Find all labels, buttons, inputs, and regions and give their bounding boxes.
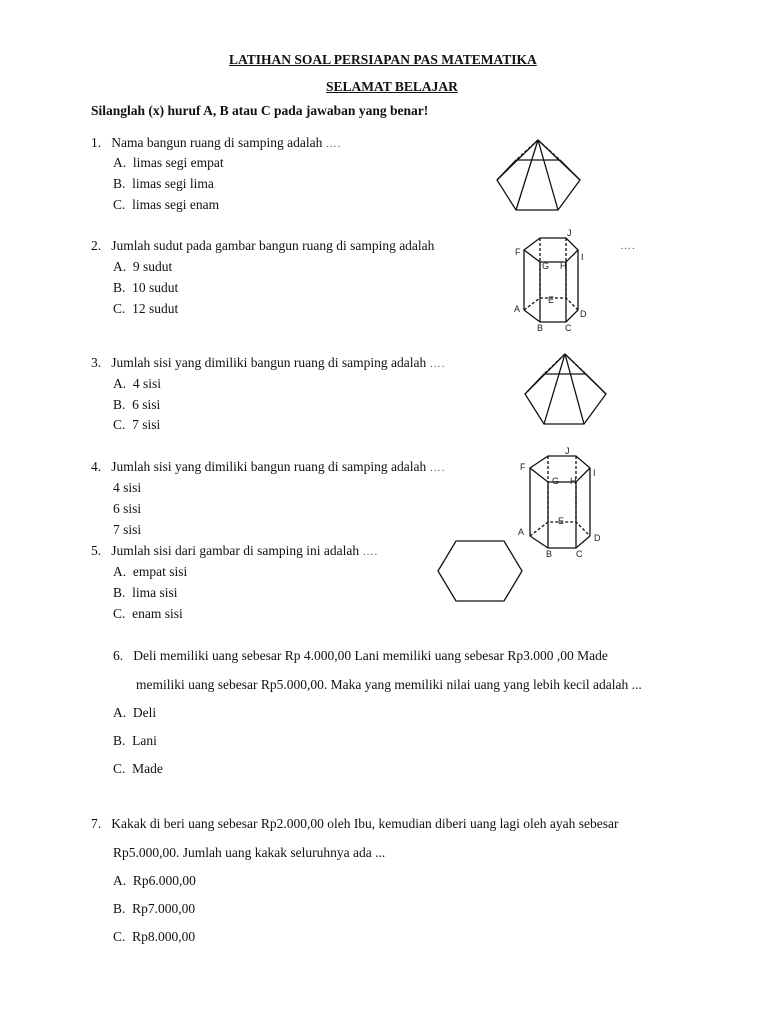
option-text: Rp8.000,00 (132, 929, 196, 944)
option-4b[interactable] (113, 501, 141, 517)
vertex-label: D (580, 309, 587, 319)
vertex-label: B (546, 549, 553, 559)
option-letter: A. (113, 873, 127, 888)
question-number: 7. (91, 816, 102, 831)
hexagonal-prism-figure-2 (510, 228, 596, 332)
option-2c[interactable] (113, 301, 178, 317)
question-number: 1. (91, 135, 102, 150)
vertex-label: C (565, 323, 572, 333)
question-text-line-1: Deli memiliki uang sebesar Rp 4.000,00 Lani memiliki uang sebesar Rp3.000 ,00 Made (133, 648, 608, 663)
option-5a[interactable] (113, 564, 187, 580)
option-letter: B. (113, 901, 126, 916)
option-5b[interactable] (113, 585, 178, 601)
option-letter: C. (113, 929, 126, 944)
question-ellipsis: …. (429, 358, 446, 370)
option-4a[interactable] (113, 480, 141, 496)
option-2b[interactable] (113, 280, 178, 296)
option-text: empat sisi (132, 564, 188, 579)
question-text-line-1: Kakak di beri uang sebesar Rp2.000,00 oleh Ibu, kemudian diberi uang lagi oleh ayah sebesar (111, 816, 619, 831)
question-3 (91, 355, 445, 371)
vertex-label: J (567, 228, 572, 238)
vertex-label: I (581, 252, 584, 262)
option-6b[interactable] (113, 733, 157, 749)
option-text: enam sisi (132, 606, 183, 621)
vertex-label: F (520, 462, 526, 472)
option-letter: B. (113, 585, 126, 600)
option-1c[interactable] (113, 197, 219, 213)
page-title: LATIHAN SOAL PERSIAPAN PAS MATEMATIKA (229, 52, 537, 67)
question-number: 2. (91, 238, 102, 253)
vertex-label: J (565, 446, 570, 456)
option-letter: C. (113, 417, 126, 432)
option-text: 7 sisi (113, 522, 142, 537)
option-text: 12 sudut (132, 301, 179, 316)
question-ellipsis: …. (429, 462, 446, 474)
question-2 (91, 238, 434, 254)
pentagonal-pyramid-figure-3 (520, 352, 610, 428)
option-letter: B. (113, 397, 126, 412)
question-text: Nama bangun ruang di samping adalah (111, 135, 323, 150)
option-letter: C. (113, 197, 126, 212)
vertex-label: C (576, 549, 583, 559)
option-letter: C. (113, 606, 126, 621)
option-text: 9 sudut (132, 259, 173, 274)
question-text-line-2: memiliki uang sebesar Rp5.000,00. Maka yang memiliki nilai uang yang lebih kecil adalah ... (136, 677, 642, 692)
option-2a[interactable] (113, 259, 172, 275)
question-number: 6. (113, 648, 124, 663)
option-3c[interactable] (113, 417, 160, 433)
question-number: 3. (91, 355, 102, 370)
question-1 (91, 135, 341, 151)
option-letter: A. (113, 705, 127, 720)
option-3a[interactable] (113, 376, 161, 392)
question-5 (91, 543, 378, 559)
option-letter: A. (113, 259, 127, 274)
question-ellipsis: …. (325, 138, 342, 150)
vertex-label: G (552, 476, 560, 486)
option-1b[interactable] (113, 176, 214, 192)
option-text: Rp6.000,00 (132, 873, 196, 888)
option-7c[interactable] (113, 929, 195, 945)
vertex-label: A (518, 527, 525, 537)
question-number: 4. (91, 459, 102, 474)
option-6a[interactable] (113, 705, 156, 721)
hexagonal-prism-figure-4 (514, 446, 606, 558)
vertex-label: B (537, 323, 544, 333)
vertex-label: F (515, 247, 521, 257)
option-text: limas segi lima (132, 176, 214, 191)
option-letter: A. (113, 155, 127, 170)
question-number: 5. (91, 543, 102, 558)
vertex-label: E (558, 516, 565, 526)
option-letter: A. (113, 564, 127, 579)
option-5c[interactable] (113, 606, 183, 622)
option-text: 4 sisi (132, 376, 162, 391)
pentagonal-pyramid-figure-1 (492, 138, 584, 214)
option-letter: A. (113, 376, 127, 391)
vertex-label: H (560, 261, 567, 271)
question-text: Jumlah sudut pada gambar bangun ruang di samping adalah (111, 238, 435, 253)
option-text: 4 sisi (113, 480, 142, 495)
vertex-label: I (593, 468, 596, 478)
option-text: 6 sisi (113, 501, 142, 516)
option-letter: B. (113, 280, 126, 295)
question-ellipsis: …. (362, 546, 379, 558)
option-text: Lani (132, 733, 157, 748)
option-7a[interactable] (113, 873, 196, 889)
page-subtitle: SELAMAT BELAJAR (326, 79, 458, 94)
option-text: 10 sudut (132, 280, 179, 295)
question-4 (91, 459, 445, 475)
option-text: lima sisi (132, 585, 178, 600)
vertex-label: E (548, 295, 555, 305)
hexagon-figure-5 (436, 540, 526, 604)
vertex-label: D (594, 533, 601, 543)
option-text: Made (132, 761, 163, 776)
option-text: Deli (132, 705, 157, 720)
option-text: Rp7.000,00 (132, 901, 196, 916)
instruction: Silanglah (x) huruf A, B atau C pada jawaban yang benar! (91, 103, 429, 118)
vertex-label: H (570, 476, 577, 486)
option-letter: B. (113, 733, 126, 748)
option-3b[interactable] (113, 397, 160, 413)
option-6c[interactable] (113, 761, 163, 777)
option-letter: C. (113, 761, 126, 776)
question-text-line-2: Rp5.000,00. Jumlah uang kakak seluruhnya ada ... (113, 845, 386, 860)
question-6 (113, 648, 608, 664)
question-ellipsis: …. (620, 240, 636, 252)
option-letter: C. (113, 301, 126, 316)
question-text: Jumlah sisi yang dimiliki bangun ruang di samping adalah (111, 355, 427, 370)
option-7b[interactable] (113, 901, 195, 917)
vertex-label: G (542, 261, 550, 271)
option-text: 6 sisi (132, 397, 161, 412)
option-text: limas segi empat (132, 155, 224, 170)
option-1a[interactable] (113, 155, 224, 171)
option-text: 7 sisi (132, 417, 161, 432)
option-4c[interactable] (113, 522, 141, 538)
question-7 (91, 816, 618, 832)
question-text: Jumlah sisi yang dimiliki bangun ruang di samping adalah (111, 459, 427, 474)
option-text: limas segi enam (132, 197, 220, 212)
option-letter: B. (113, 176, 126, 191)
vertex-label: A (514, 304, 521, 314)
question-text: Jumlah sisi dari gambar di samping ini adalah (111, 543, 360, 558)
